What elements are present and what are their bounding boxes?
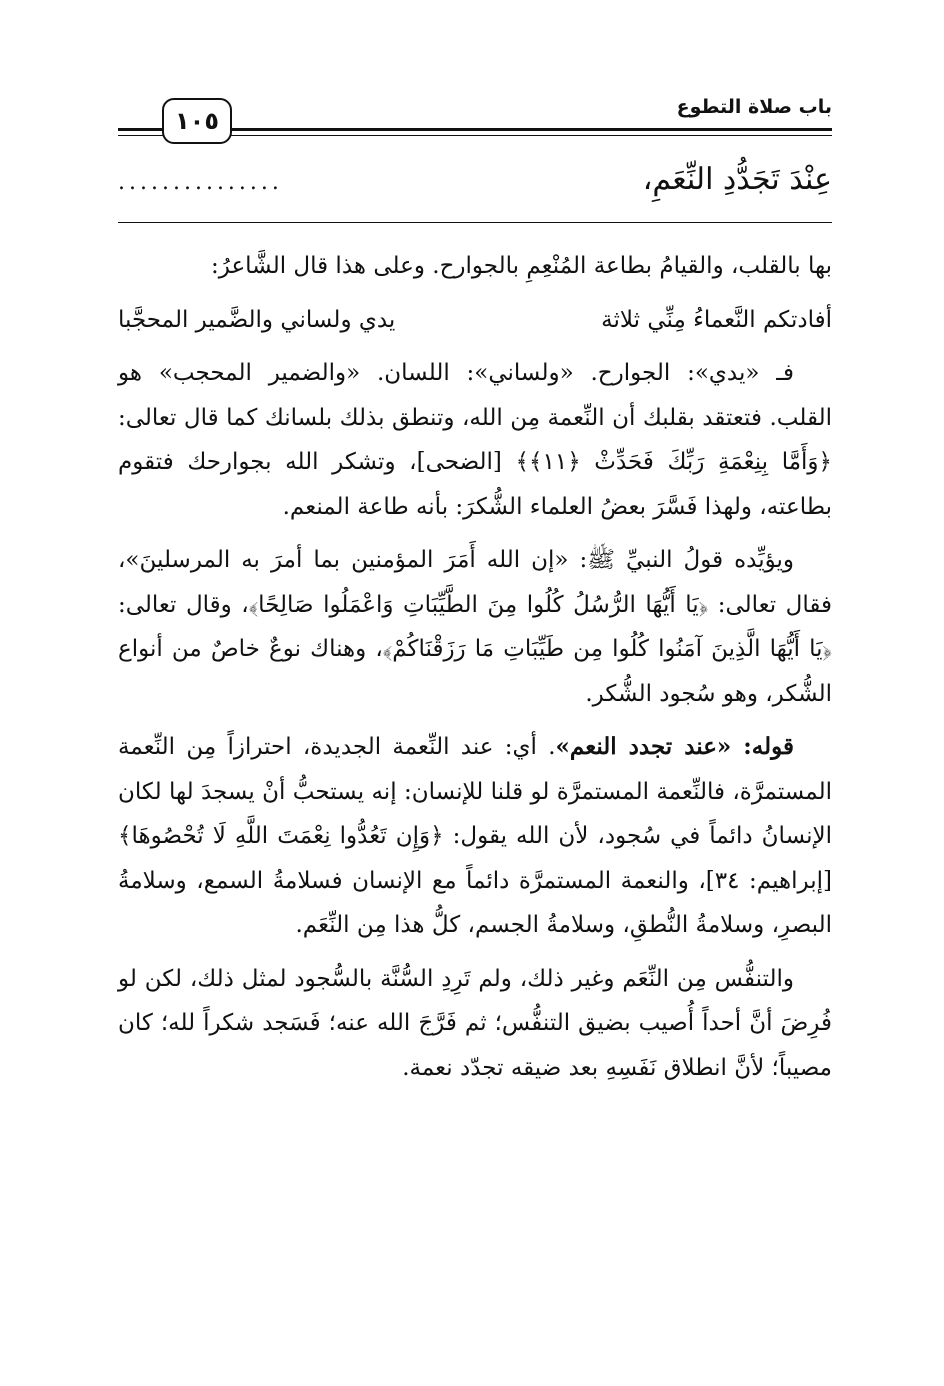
header-rule-short <box>118 128 164 136</box>
poem-verse <box>118 298 832 343</box>
commentary-text: . أي: عند النِّعمة الجديدة، احترازاً مِن النِّعمة المستمرَّة، فالنِّعمة المستمرَّة لو قلنا للإنسان: إنه يستحبُّ أنْ يسجدَ لها لكان الإنسانُ دائماً في سُجود، لأن الله يقول: ﴿وَإِن تَعُدُّوا نِعْمَتَ اللَّهِ لَا تُحْصُوهَا﴾ [إبراهيم: ٣٤]، والنعمة المستمرَّة دائماً مع الإنسان فسلامةُ السمع، وسلامةُ البصرِ، وسلامةُ النُّطقِ، وسلامةُ الجسم، كلُّ هذا مِن النِّعَم. <box>118 734 832 938</box>
paragraph: والتنفُّس مِن النِّعَم وغير ذلك، ولم تَرِدِ السُّنَّة بالسُّجود لمثل ذلك، لكن لو فُرِضَ أنَّ أحداً أُصيب بضيق التنفُّس؛ ثم فَرَّجَ الله عنه؛ فَسَجد شكراً لله؛ كان مصيباً؛ لأنَّ انطلاق نَفَسِهِ بعد ضيقه تجدّد نعمة. <box>118 965 832 1081</box>
paragraph <box>118 725 832 948</box>
paragraph: فـ «يدي»: الجوارح. «ولساني»: اللسان. «والضمير المحجب» هو القلب. فتعتقد بقلبك أن النِّعمة مِن الله، وتنطق بذلك بلسانك كما قال تعالى: ﴿وَأَمَّا بِنِعْمَةِ رَبِّكَ فَحَدِّثْ ﴿١١﴾﴾ [الضحى]، وتشكر الله بجوارحك فتقوم بطاعته، ولهذا فَسَّرَ بعضُ العلماء الشُّكرَ: بأنه طاعة المنعم. <box>118 360 832 520</box>
header-rule <box>228 128 832 136</box>
body-text <box>118 244 832 1099</box>
chapter-dots: ............... <box>118 170 283 195</box>
verse-second-hemistich: يدي ولساني والضَّمير المحجَّبا <box>118 306 396 333</box>
title-divider <box>118 222 832 223</box>
chapter-heading <box>118 158 832 214</box>
paragraph: ويؤيِّده قولُ النبيِّ ﷺ: «إن الله أَمَرَ المؤمنين بما أمرَ به المرسلينَ»، فقال تعالى: ﴿يَا أَيُّهَا الرُّسُلُ كُلُوا مِنَ الطَّيِّبَاتِ وَاعْمَلُوا صَالِحًا﴾، وقال تعالى: ﴿يَا أَيُّهَا الَّذِينَ آمَنُوا كُلُوا مِن طَيِّبَاتِ مَا رَزَقْنَاكُمْ﴾، وهناك نوعٌ خاصٌ من أنواع الشُّكر، وهو سُجود الشُّكر. <box>118 547 832 707</box>
page-header <box>118 92 832 152</box>
page-number: ١٠٥ <box>162 98 232 144</box>
running-title: باب صلاة التطوع <box>676 96 832 118</box>
verse-first-hemistich: أفادتكم النَّعماءُ مِنِّي ثلاثة <box>601 306 832 333</box>
chapter-title: عِنْدَ تَجَدُّدِ النِّعَمِ، <box>642 162 832 197</box>
paragraph: بها بالقلب، والقيامُ بطاعة المُنْعِمِ بالجوارح. وعلى هذا قال الشَّاعرُ: <box>211 253 832 279</box>
commentary-label: قوله: «عند تجدد النعم» <box>555 733 794 760</box>
